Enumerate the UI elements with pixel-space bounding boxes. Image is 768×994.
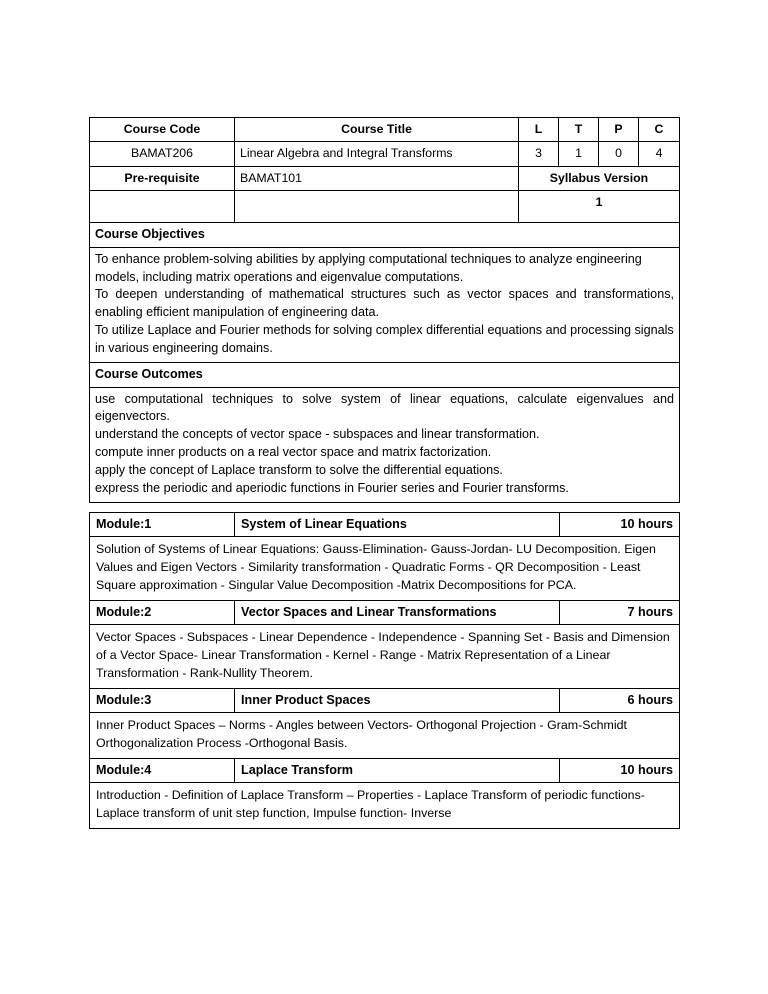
course-outcomes-body bbox=[90, 387, 680, 502]
course-info-table bbox=[89, 117, 680, 503]
table-row-outcomes-heading bbox=[90, 362, 680, 387]
table-row-objectives-heading bbox=[90, 223, 680, 248]
course-title-value: Linear Algebra and Integral Transforms bbox=[235, 142, 519, 166]
module-content: Introduction - Definition of Laplace Transform – Properties - Laplace Transform of periodic functions- Laplace transform of unit step function, Impulse function- Inverse bbox=[90, 782, 680, 828]
course-outcome-item: understand the concepts of vector space - subspaces and linear transformation. bbox=[95, 427, 540, 442]
syllabus-version-label: Syllabus Version bbox=[519, 166, 680, 190]
table-row-header bbox=[90, 118, 680, 142]
course-outcome-item: express the periodic and aperiodic functions in Fourier series and Fourier transforms. bbox=[95, 480, 569, 495]
practical-hours-header: P bbox=[599, 118, 639, 142]
course-outcome-item: apply the concept of Laplace transform to solve the differential equations. bbox=[95, 463, 503, 478]
module-title: Inner Product Spaces bbox=[235, 688, 560, 712]
syllabus-container bbox=[89, 117, 679, 829]
course-objectives-heading: Course Objectives bbox=[90, 223, 680, 248]
syllabus-version-value: 1 bbox=[519, 191, 680, 223]
course-objective-item: To deepen understanding of mathematical structures such as vector spaces and transformations, enabling efficient manipulation of engineering data. bbox=[95, 287, 674, 320]
course-objectives-body bbox=[90, 247, 680, 362]
table-row-syllabus-version bbox=[90, 191, 680, 223]
module-hours: 10 hours bbox=[560, 758, 680, 782]
lecture-hours-header: L bbox=[519, 118, 559, 142]
module-title: Vector Spaces and Linear Transformations bbox=[235, 600, 560, 624]
module-content: Inner Product Spaces – Norms - Angles between Vectors- Orthogonal Projection - Gram-Schmidt Orthogonalization Process -Orthogonal Basis. bbox=[90, 712, 680, 758]
table-row-prerequisite bbox=[90, 166, 680, 190]
module-content: Solution of Systems of Linear Equations: Gauss-Elimination- Gauss-Jordan- LU Decomposition. Eigen Values and Eigen Vectors - Similarity transformation - Quadratic Forms - QR Decomposition - Least Square approximation - Singular Value Decomposition -Matrix Decompositions for PCA. bbox=[90, 536, 680, 600]
table-row-objectives-body bbox=[90, 247, 680, 362]
tutorial-hours-value: 1 bbox=[559, 142, 599, 166]
credits-value: 4 bbox=[639, 142, 680, 166]
module-content: Vector Spaces - Subspaces - Linear Dependence - Independence - Spanning Set - Basis and Dimension of a Vector Space- Linear Transformation - Kernel - Range - Matrix Representation of a Linear Transformation - Rank-Nullity Theorem. bbox=[90, 624, 680, 688]
course-outcome-item: compute inner products on a real vector space and matrix factorization. bbox=[95, 445, 492, 460]
course-objective-item: To enhance problem-solving abilities by applying computational techniques to analyze engineering models, including matrix operations and eigenvalue computations. bbox=[95, 251, 642, 284]
module-header-row bbox=[90, 758, 680, 782]
table-row-outcomes-body bbox=[90, 387, 680, 502]
module-hours: 6 hours bbox=[560, 688, 680, 712]
course-objective-item: To utilize Laplace and Fourier methods for solving complex differential equations and processing signals in various engineering domains. bbox=[95, 323, 674, 356]
module-hours: 7 hours bbox=[560, 600, 680, 624]
empty-cell-left bbox=[90, 191, 235, 223]
course-outcomes-heading: Course Outcomes bbox=[90, 362, 680, 387]
module-title: Laplace Transform bbox=[235, 758, 560, 782]
module-content-row bbox=[90, 536, 680, 600]
module-hours: 10 hours bbox=[560, 512, 680, 536]
prerequisite-value: BAMAT101 bbox=[235, 166, 519, 190]
module-header-row bbox=[90, 688, 680, 712]
module-header-row bbox=[90, 600, 680, 624]
module-number: Module:1 bbox=[90, 512, 235, 536]
module-content-row bbox=[90, 782, 680, 828]
modules-table bbox=[89, 512, 680, 829]
module-number: Module:2 bbox=[90, 600, 235, 624]
course-title-header: Course Title bbox=[235, 118, 519, 142]
module-title: System of Linear Equations bbox=[235, 512, 560, 536]
module-header-row bbox=[90, 512, 680, 536]
course-code-header: Course Code bbox=[90, 118, 235, 142]
lecture-hours-value: 3 bbox=[519, 142, 559, 166]
prerequisite-label: Pre-requisite bbox=[90, 166, 235, 190]
credits-header: C bbox=[639, 118, 680, 142]
course-code-value: BAMAT206 bbox=[90, 142, 235, 166]
practical-hours-value: 0 bbox=[599, 142, 639, 166]
empty-cell-middle bbox=[235, 191, 519, 223]
tutorial-hours-header: T bbox=[559, 118, 599, 142]
course-outcome-item: use computational techniques to solve system of linear equations, calculate eigenvalues and eigenvectors. bbox=[95, 391, 674, 424]
module-content-row bbox=[90, 624, 680, 688]
module-number: Module:4 bbox=[90, 758, 235, 782]
module-number: Module:3 bbox=[90, 688, 235, 712]
module-content-row bbox=[90, 712, 680, 758]
table-row-course-values bbox=[90, 142, 680, 166]
